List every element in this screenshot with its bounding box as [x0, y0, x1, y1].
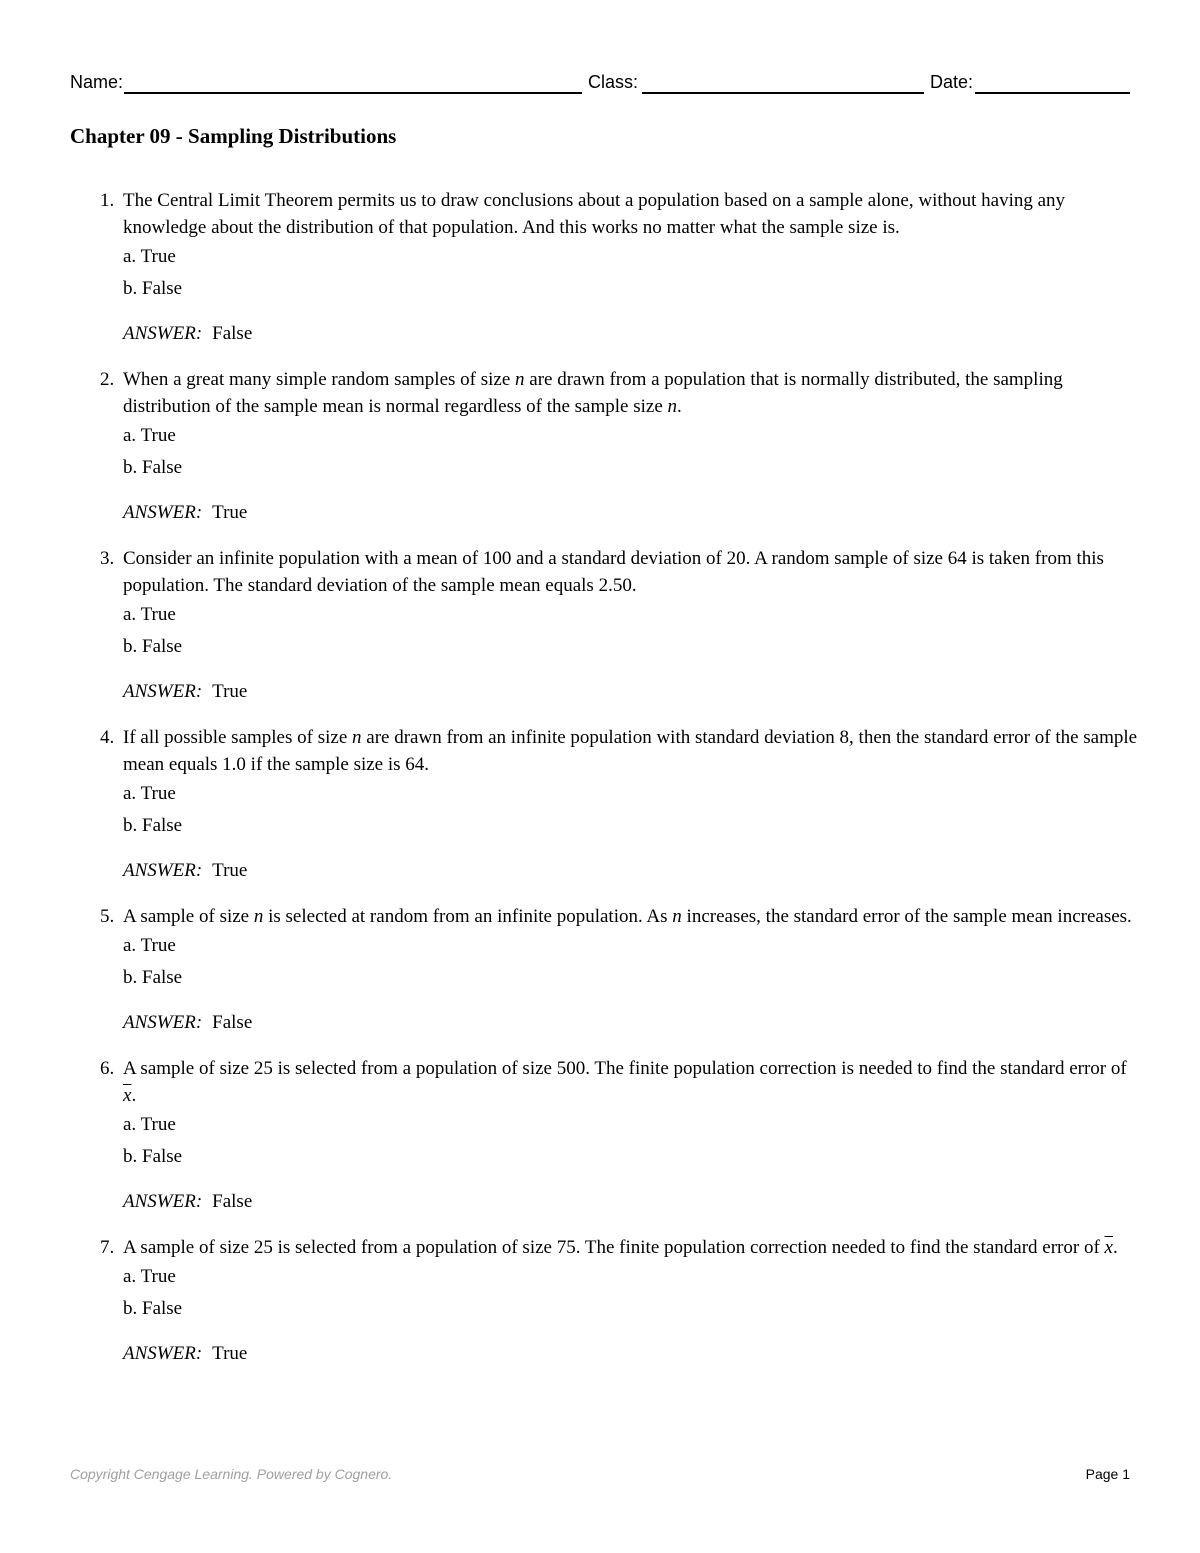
question-text-run: A sample of size: [123, 906, 254, 927]
question-text-run: .: [131, 1085, 137, 1106]
math-x-bar: $\overline{x}$: [1104, 1237, 1113, 1258]
question-text-run: increases, the standard error of the sample mean increases.: [681, 906, 1132, 927]
question-item: [70, 1055, 1140, 1215]
answer-option: a. True: [123, 1114, 176, 1135]
question-text: [123, 903, 1140, 930]
math-variable: n: [672, 906, 682, 927]
answer-value: False: [212, 323, 253, 344]
answer-key: [123, 1188, 1140, 1215]
question-text-run: The Central Limit Theorem permits us to draw conclusions about a population based on a sample alone, without having any knowledge about the distribution of that population. And this works no matter what the sample size is.: [123, 190, 1066, 238]
answer-key: [123, 857, 1140, 884]
question-number: 6.: [100, 1058, 115, 1079]
question-text: [123, 187, 1140, 241]
answer-option: b. False: [123, 1298, 183, 1319]
answer-key: [123, 1009, 1140, 1036]
question-text-run: .: [677, 396, 682, 417]
question-text-run: When a great many simple random samples of size: [123, 369, 516, 390]
question-number: 5.: [100, 906, 115, 927]
question-text-run: are drawn from a population that is normally distributed, the sampling distribution of the sample mean is normal regardless of the sample size: [123, 369, 1063, 417]
question-text: [123, 545, 1140, 599]
question-text-run: are drawn from an infinite population with standard deviation 8, then the standard error of the sample mean equals 1.0 if the sample size is 64.: [123, 727, 1138, 775]
question-text: [123, 1055, 1140, 1109]
question-item: [70, 545, 1140, 705]
date-blank-line: [975, 92, 1130, 94]
math-x-bar: $\overline{x}$: [123, 1085, 132, 1106]
answer-label: ANSWER:: [123, 1343, 203, 1364]
question-item: [70, 1234, 1140, 1367]
answer-option: b. False: [123, 1146, 183, 1167]
answer-option: a. True: [123, 1266, 176, 1287]
answer-label: ANSWER:: [123, 502, 203, 523]
answer-option: a. True: [123, 935, 176, 956]
question-item: [70, 187, 1140, 347]
copyright-notice: Copyright Cengage Learning. Powered by Cognero.: [70, 1466, 393, 1482]
name-label: Name:: [70, 72, 124, 92]
question-text: [123, 724, 1140, 778]
question-text-run: If all possible samples of size: [123, 727, 353, 748]
answer-option: b. False: [123, 636, 183, 657]
question-item: [70, 903, 1140, 1036]
answer-option: b. False: [123, 967, 183, 988]
answer-key: [123, 499, 1140, 526]
student-info-header: [70, 72, 1130, 98]
answer-option: a. True: [123, 246, 176, 267]
question-list: [70, 187, 1140, 1386]
question-item: [70, 724, 1140, 884]
math-variable: n: [515, 369, 525, 390]
page-title: Chapter 09 - Sampling Distributions: [70, 124, 397, 148]
math-variable: n: [253, 906, 264, 927]
answer-value: True: [212, 502, 248, 523]
answer-label: ANSWER:: [123, 860, 203, 881]
math-variable: n: [352, 727, 362, 748]
question-number: 1.: [100, 190, 115, 211]
answer-key: [123, 1340, 1140, 1367]
answer-label: ANSWER:: [123, 323, 203, 344]
answer-label: ANSWER:: [123, 1012, 203, 1033]
answer-value: False: [212, 1191, 253, 1212]
answer-option: a. True: [123, 425, 176, 446]
class-label: Class:: [588, 72, 639, 92]
question-text: [123, 1234, 1140, 1261]
answer-value: False: [212, 1012, 253, 1033]
answer-option: b. False: [123, 815, 183, 836]
answer-value: True: [212, 681, 248, 702]
answer-key: [123, 678, 1140, 705]
question-number: 3.: [100, 548, 115, 569]
answer-option: b. False: [123, 278, 183, 299]
class-blank-line: [642, 92, 924, 94]
page-number: Page 1: [1085, 1466, 1130, 1482]
date-label: Date:: [930, 72, 974, 92]
question-number: 7.: [100, 1237, 115, 1258]
answer-label: ANSWER:: [123, 681, 203, 702]
question-number: 4.: [100, 727, 115, 748]
question-number: 2.: [100, 369, 115, 390]
answer-option: a. True: [123, 783, 176, 804]
question-text: [123, 366, 1140, 420]
answer-value: True: [212, 860, 248, 881]
math-variable: n: [667, 396, 678, 417]
answer-option: b. False: [123, 457, 183, 478]
question-text-run: is selected at random from an infinite population. As: [263, 906, 673, 927]
name-blank-line: [124, 92, 582, 94]
question-text-run: Consider an infinite population with a mean of 100 and a standard deviation of 20. A random sample of size 64 is taken from this population. The standard deviation of the sample mean equals 2.50.: [123, 548, 1104, 596]
answer-option: a. True: [123, 604, 176, 625]
answer-value: True: [212, 1343, 248, 1364]
question-text-run: A sample of size 25 is selected from a population of size 75. The finite population correction needed to find the standard error of: [123, 1237, 1105, 1258]
answer-label: ANSWER:: [123, 1191, 203, 1212]
question-item: [70, 366, 1140, 526]
question-text-run: .: [1112, 1237, 1118, 1258]
question-text-run: A sample of size 25 is selected from a population of size 500. The finite population correction is needed to find the standard error of: [123, 1058, 1127, 1079]
answer-key: [123, 320, 1140, 347]
